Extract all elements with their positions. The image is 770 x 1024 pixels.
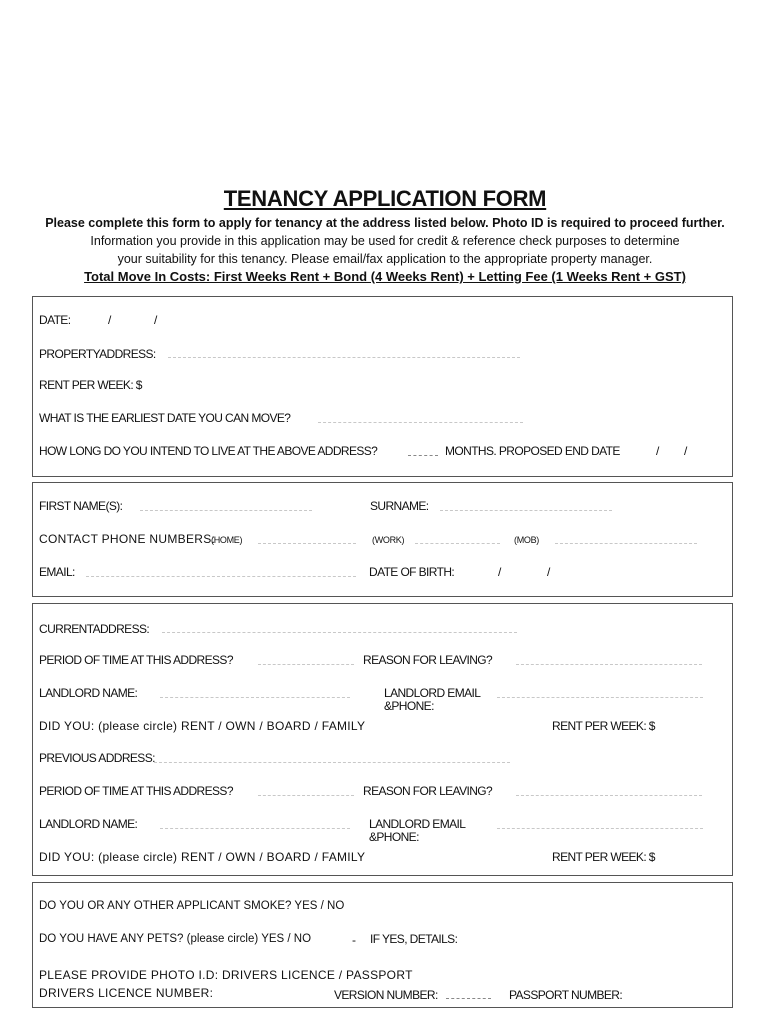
landlord-email-label: LANDLORD EMAIL: [369, 817, 466, 831]
first-names-label: FIRST NAME(S):: [39, 499, 123, 513]
date-slash: /: [154, 313, 157, 327]
reason-label: REASON FOR LEAVING?: [363, 653, 493, 667]
landlord-name-label: LANDLORD NAME:: [39, 817, 138, 831]
previous-address-field[interactable]: [154, 762, 510, 763]
work-label: (WORK): [372, 535, 405, 545]
passport-number-label: PASSPORT NUMBER:: [509, 988, 623, 1002]
landlord-name-field[interactable]: [160, 828, 350, 829]
period-label: PERIOD OF TIME AT THIS ADDRESS?: [39, 653, 233, 667]
previous-address-label: PREVIOUS ADDRESS:: [39, 751, 155, 765]
current-address-field[interactable]: [162, 632, 517, 633]
end-date-slash: /: [656, 444, 659, 458]
intro-line-2: Information you provide in this application may be used for credit & reference check purposes to determine: [90, 234, 680, 248]
form-title: TENANCY APPLICATION FORM: [223, 186, 547, 211]
did-you-label: DID YOU: (please circle) RENT / OWN / BOARD / FAMILY: [39, 719, 366, 733]
months-label: MONTHS. PROPOSED END DATE: [445, 444, 620, 458]
current-address-label: CURRENTADDRESS:: [39, 622, 150, 636]
earliest-move-field[interactable]: [318, 422, 523, 423]
email-field[interactable]: [86, 576, 356, 577]
period-label: PERIOD OF TIME AT THIS ADDRESS?: [39, 784, 233, 798]
landlord-phone-label: &PHONE:: [369, 830, 419, 844]
landlord-name-label: LANDLORD NAME:: [39, 686, 138, 700]
photo-id-label: PLEASE PROVIDE PHOTO I.D: DRIVERS LICENCE / PASSPORT: [39, 968, 413, 982]
first-names-field[interactable]: [140, 510, 312, 511]
home-phone-field[interactable]: [258, 543, 356, 544]
landlord-email-field[interactable]: [497, 828, 703, 829]
reason-field[interactable]: [516, 795, 702, 796]
landlord-phone-label: &PHONE:: [384, 699, 434, 713]
period-field[interactable]: [258, 795, 354, 796]
landlord-email-label: LANDLORD EMAIL: [384, 686, 481, 700]
home-label: (HOME): [211, 535, 243, 545]
mob-label: (MOB): [514, 535, 539, 545]
dob-slash: /: [498, 565, 501, 579]
mob-phone-field[interactable]: [555, 543, 697, 544]
how-long-label: HOW LONG DO YOU INTEND TO LIVE AT THE ABOVE ADDRESS?: [39, 444, 378, 458]
dob-slash: /: [547, 565, 550, 579]
rent-per-week-label: RENT PER WEEK: $: [552, 719, 655, 733]
pets-dash: -: [352, 933, 356, 947]
version-number-label: VERSION NUMBER:: [334, 988, 438, 1002]
licence-number-label: DRIVERS LICENCE NUMBER:: [39, 986, 214, 1000]
property-address-label: PROPERTYADDRESS:: [39, 347, 156, 361]
reason-field[interactable]: [516, 664, 702, 665]
date-slash: /: [108, 313, 111, 327]
intro-line-3: your suitability for this tenancy. Please email/fax application to the appropriate property manager.: [117, 252, 653, 266]
smoke-question: DO YOU OR ANY OTHER APPLICANT SMOKE? YES / NO: [39, 900, 345, 912]
end-date-slash: /: [684, 444, 687, 458]
months-field[interactable]: [408, 455, 438, 456]
move-in-costs: Total Move In Costs: First Weeks Rent + Bond (4 Weeks Rent) + Letting Fee (1 Weeks Rent + GST): [84, 269, 686, 284]
period-field[interactable]: [258, 664, 354, 665]
reason-label: REASON FOR LEAVING?: [363, 784, 493, 798]
work-phone-field[interactable]: [415, 543, 500, 544]
surname-label: SURNAME:: [370, 499, 429, 513]
version-number-field[interactable]: [446, 998, 491, 999]
did-you-label: DID YOU: (please circle) RENT / OWN / BOARD / FAMILY: [39, 850, 366, 864]
date-label: DATE:: [39, 313, 71, 327]
intro-line-1: Please complete this form to apply for tenancy at the address listed below. Photo ID is required to proceed further.: [45, 216, 725, 230]
if-yes-label: IF YES, DETAILS:: [370, 932, 458, 946]
landlord-email-field[interactable]: [497, 697, 703, 698]
rent-per-week-label: RENT PER WEEK: $: [39, 378, 142, 392]
landlord-name-field[interactable]: [160, 697, 350, 698]
contact-phone-label: CONTACT PHONE NUMBERS:: [39, 532, 216, 546]
dob-label: DATE OF BIRTH:: [369, 565, 455, 579]
email-label: EMAIL:: [39, 565, 75, 579]
property-address-field[interactable]: [168, 357, 520, 358]
surname-field[interactable]: [440, 510, 612, 511]
earliest-move-label: WHAT IS THE EARLIEST DATE YOU CAN MOVE?: [39, 411, 291, 425]
pets-question: DO YOU HAVE ANY PETS? (please circle) YES / NO: [39, 933, 312, 945]
rent-per-week-label: RENT PER WEEK: $: [552, 850, 655, 864]
